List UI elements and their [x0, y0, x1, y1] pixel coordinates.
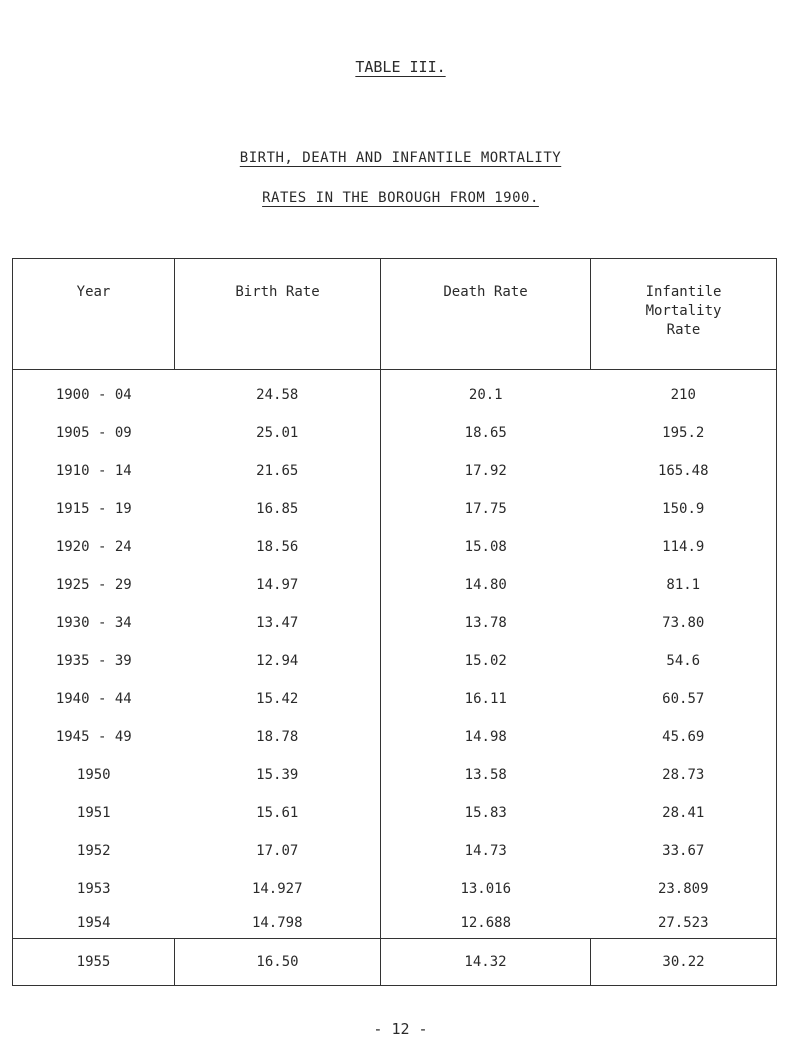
cell-death-rate: 14.32 — [381, 939, 591, 986]
cell-infantile-rate: 210 — [591, 370, 777, 415]
header-infantile-mortality-rate — [591, 259, 777, 370]
header-death-rate: Death Rate — [381, 259, 591, 370]
cell-birth-rate: 25.01 — [256, 425, 299, 441]
table-row — [13, 528, 777, 566]
table-row — [13, 452, 777, 490]
cell-birth-rate: 13.47 — [256, 615, 299, 631]
cell-death-rate: 18.65 — [381, 414, 591, 452]
cell-death-rate: 13.78 — [381, 604, 591, 642]
cell-year: 1900 - 04 — [13, 370, 175, 415]
cell-death-rate: 15.08 — [381, 528, 591, 566]
header-infantile-line2: Mortality — [645, 303, 722, 319]
cell-year: 1920 - 24 — [13, 528, 175, 566]
table-row — [13, 832, 777, 870]
page-number: - 12 - — [373, 1020, 428, 1038]
cell-birth-rate: 14.927 — [251, 881, 303, 897]
cell-birth-rate: 18.56 — [256, 539, 299, 555]
table-row — [13, 604, 777, 642]
cell-year: 1940 - 44 — [13, 680, 175, 718]
cell-infantile-rate: 45.69 — [591, 718, 777, 756]
cell-infantile-rate: 28.73 — [591, 756, 777, 794]
header-year: Year — [13, 259, 175, 370]
cell-year: 1953 — [13, 870, 175, 908]
cell-infantile-rate: 33.67 — [591, 832, 777, 870]
cell-birth-rate: 17.07 — [256, 843, 299, 859]
table-row — [13, 414, 777, 452]
header-infantile-line1: Infantile — [645, 284, 722, 300]
cell-death-rate: 14.73 — [381, 832, 591, 870]
table-row — [13, 794, 777, 832]
table-body — [13, 370, 777, 986]
cell-birth-rate: 14.798 — [251, 915, 303, 931]
cell-infantile-rate: 54.6 — [591, 642, 777, 680]
cell-year: 1910 - 14 — [13, 452, 175, 490]
header-birth-rate: Birth Rate — [175, 259, 381, 370]
cell-infantile-rate: 28.41 — [591, 794, 777, 832]
cell-death-rate: 12.688 — [381, 908, 591, 939]
cell-year: 1905 - 09 — [13, 414, 175, 452]
cell-death-rate: 13.58 — [381, 756, 591, 794]
cell-infantile-rate: 27.523 — [591, 908, 777, 939]
cell-year: 1954 — [13, 908, 175, 939]
cell-death-rate: 14.80 — [381, 566, 591, 604]
cell-birth-rate: 15.39 — [256, 767, 299, 783]
cell-infantile-rate: 73.80 — [591, 604, 777, 642]
cell-birth-rate: 15.42 — [256, 691, 299, 707]
heading-line-1: BIRTH, DEATH AND INFANTILE MORTALITY — [239, 150, 562, 166]
cell-infantile-rate: 30.22 — [591, 939, 777, 986]
cell-birth-rate: 24.58 — [256, 387, 299, 403]
cell-death-rate: 15.02 — [381, 642, 591, 680]
cell-year: 1950 — [13, 756, 175, 794]
cell-infantile-rate: 23.809 — [591, 870, 777, 908]
cell-year: 1951 — [13, 794, 175, 832]
cell-year: 1930 - 34 — [13, 604, 175, 642]
table-row — [13, 490, 777, 528]
cell-death-rate: 13.016 — [381, 870, 591, 908]
cell-year: 1945 - 49 — [13, 718, 175, 756]
table-row-final — [13, 939, 777, 986]
cell-birth-rate: 14.97 — [256, 577, 299, 593]
table-row — [13, 566, 777, 604]
table-row — [13, 718, 777, 756]
cell-death-rate: 15.83 — [381, 794, 591, 832]
cell-birth-rate: 12.94 — [256, 653, 299, 669]
cell-birth-rate: 16.85 — [256, 501, 299, 517]
cell-death-rate: 20.1 — [381, 370, 591, 415]
table-row — [13, 642, 777, 680]
table-row — [13, 908, 777, 939]
table-row — [13, 680, 777, 718]
table-row — [13, 870, 777, 908]
cell-death-rate: 16.11 — [381, 680, 591, 718]
cell-year: 1915 - 19 — [13, 490, 175, 528]
cell-death-rate: 17.75 — [381, 490, 591, 528]
cell-birth-rate: 15.61 — [256, 805, 299, 821]
cell-year: 1952 — [13, 832, 175, 870]
rates-table — [12, 258, 777, 986]
header-row — [13, 259, 777, 370]
table-row — [13, 370, 777, 415]
table-row — [13, 756, 777, 794]
cell-infantile-rate: 150.9 — [591, 490, 777, 528]
cell-infantile-rate: 195.2 — [591, 414, 777, 452]
cell-death-rate: 17.92 — [381, 452, 591, 490]
cell-year: 1935 - 39 — [13, 642, 175, 680]
cell-year: 1955 — [13, 939, 175, 986]
cell-birth-rate: 21.65 — [256, 463, 299, 479]
cell-death-rate: 14.98 — [381, 718, 591, 756]
cell-infantile-rate: 165.48 — [591, 452, 777, 490]
cell-birth-rate: 18.78 — [256, 729, 299, 745]
cell-infantile-rate: 81.1 — [591, 566, 777, 604]
cell-year: 1925 - 29 — [13, 566, 175, 604]
cell-infantile-rate: 114.9 — [591, 528, 777, 566]
heading-line-2: RATES IN THE BOROUGH FROM 1900. — [262, 190, 539, 206]
cell-infantile-rate: 60.57 — [591, 680, 777, 718]
header-infantile-line3: Rate — [666, 322, 701, 338]
cell-birth-rate: 16.50 — [175, 939, 381, 986]
table-label: TABLE III. — [355, 58, 446, 76]
